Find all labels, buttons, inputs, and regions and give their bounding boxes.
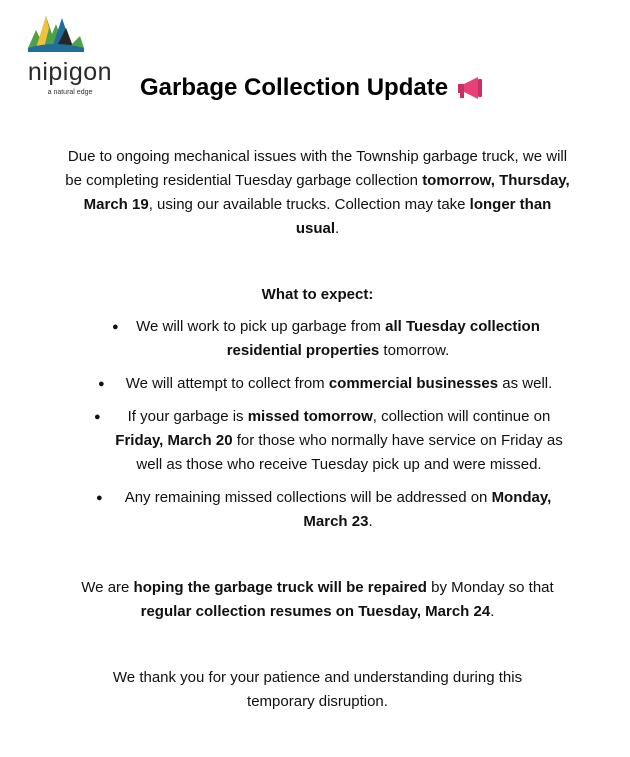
intro-paragraph bbox=[60, 145, 575, 241]
logo-wordmark: nipigon bbox=[27, 58, 113, 86]
landscape-logo-icon bbox=[26, 10, 86, 52]
intro-text-1: Due to ongoing mechanical issues with the Township garbage truck, we will be completing residential Tuesday garbage collection bbox=[65, 148, 568, 189]
intro-text-2: , using our available trucks. Collection may take bbox=[148, 196, 470, 213]
bullet-dot: ● bbox=[112, 321, 119, 333]
list-item: ● Any remaining missed collections will be addressed on Monday, March 23. bbox=[108, 486, 568, 534]
intro-text-3: . bbox=[335, 220, 340, 237]
bullet-dot: ● bbox=[96, 492, 103, 504]
megaphone-icon bbox=[456, 75, 486, 101]
bullet-dot: ● bbox=[94, 411, 101, 423]
list-item: ● If your garbage is missed tomorrow, collection will continue on Friday, March 20 for those who normally have service on Friday as well as those who receive Tuesday pick up and were missed. bbox=[104, 405, 574, 477]
bullet-dot: ● bbox=[98, 378, 105, 390]
expect-heading: What to expect: bbox=[261, 286, 374, 303]
thanks-paragraph: We thank you for your patience and understanding during this temporary disruption. bbox=[112, 669, 523, 710]
nipigon-logo bbox=[20, 10, 120, 96]
list-item: ● We will work to pick up garbage from all Tuesday collection residential properties tomorrow. bbox=[128, 315, 548, 363]
title-text: Garbage Collection Update bbox=[140, 74, 449, 101]
repair-paragraph: We are hoping the garbage truck will be repaired by Monday so that regular collection resumes on Tuesday, March 24. bbox=[81, 579, 554, 620]
logo-tagline: a natural edge bbox=[47, 89, 93, 96]
intro-bold-2: longer than usual bbox=[295, 196, 552, 237]
list-item: ● We will attempt to collect from commercial businesses as well. bbox=[114, 372, 564, 396]
intro-bold-1: tomorrow, Thursday, March 19 bbox=[83, 172, 570, 213]
page-title bbox=[140, 74, 500, 102]
